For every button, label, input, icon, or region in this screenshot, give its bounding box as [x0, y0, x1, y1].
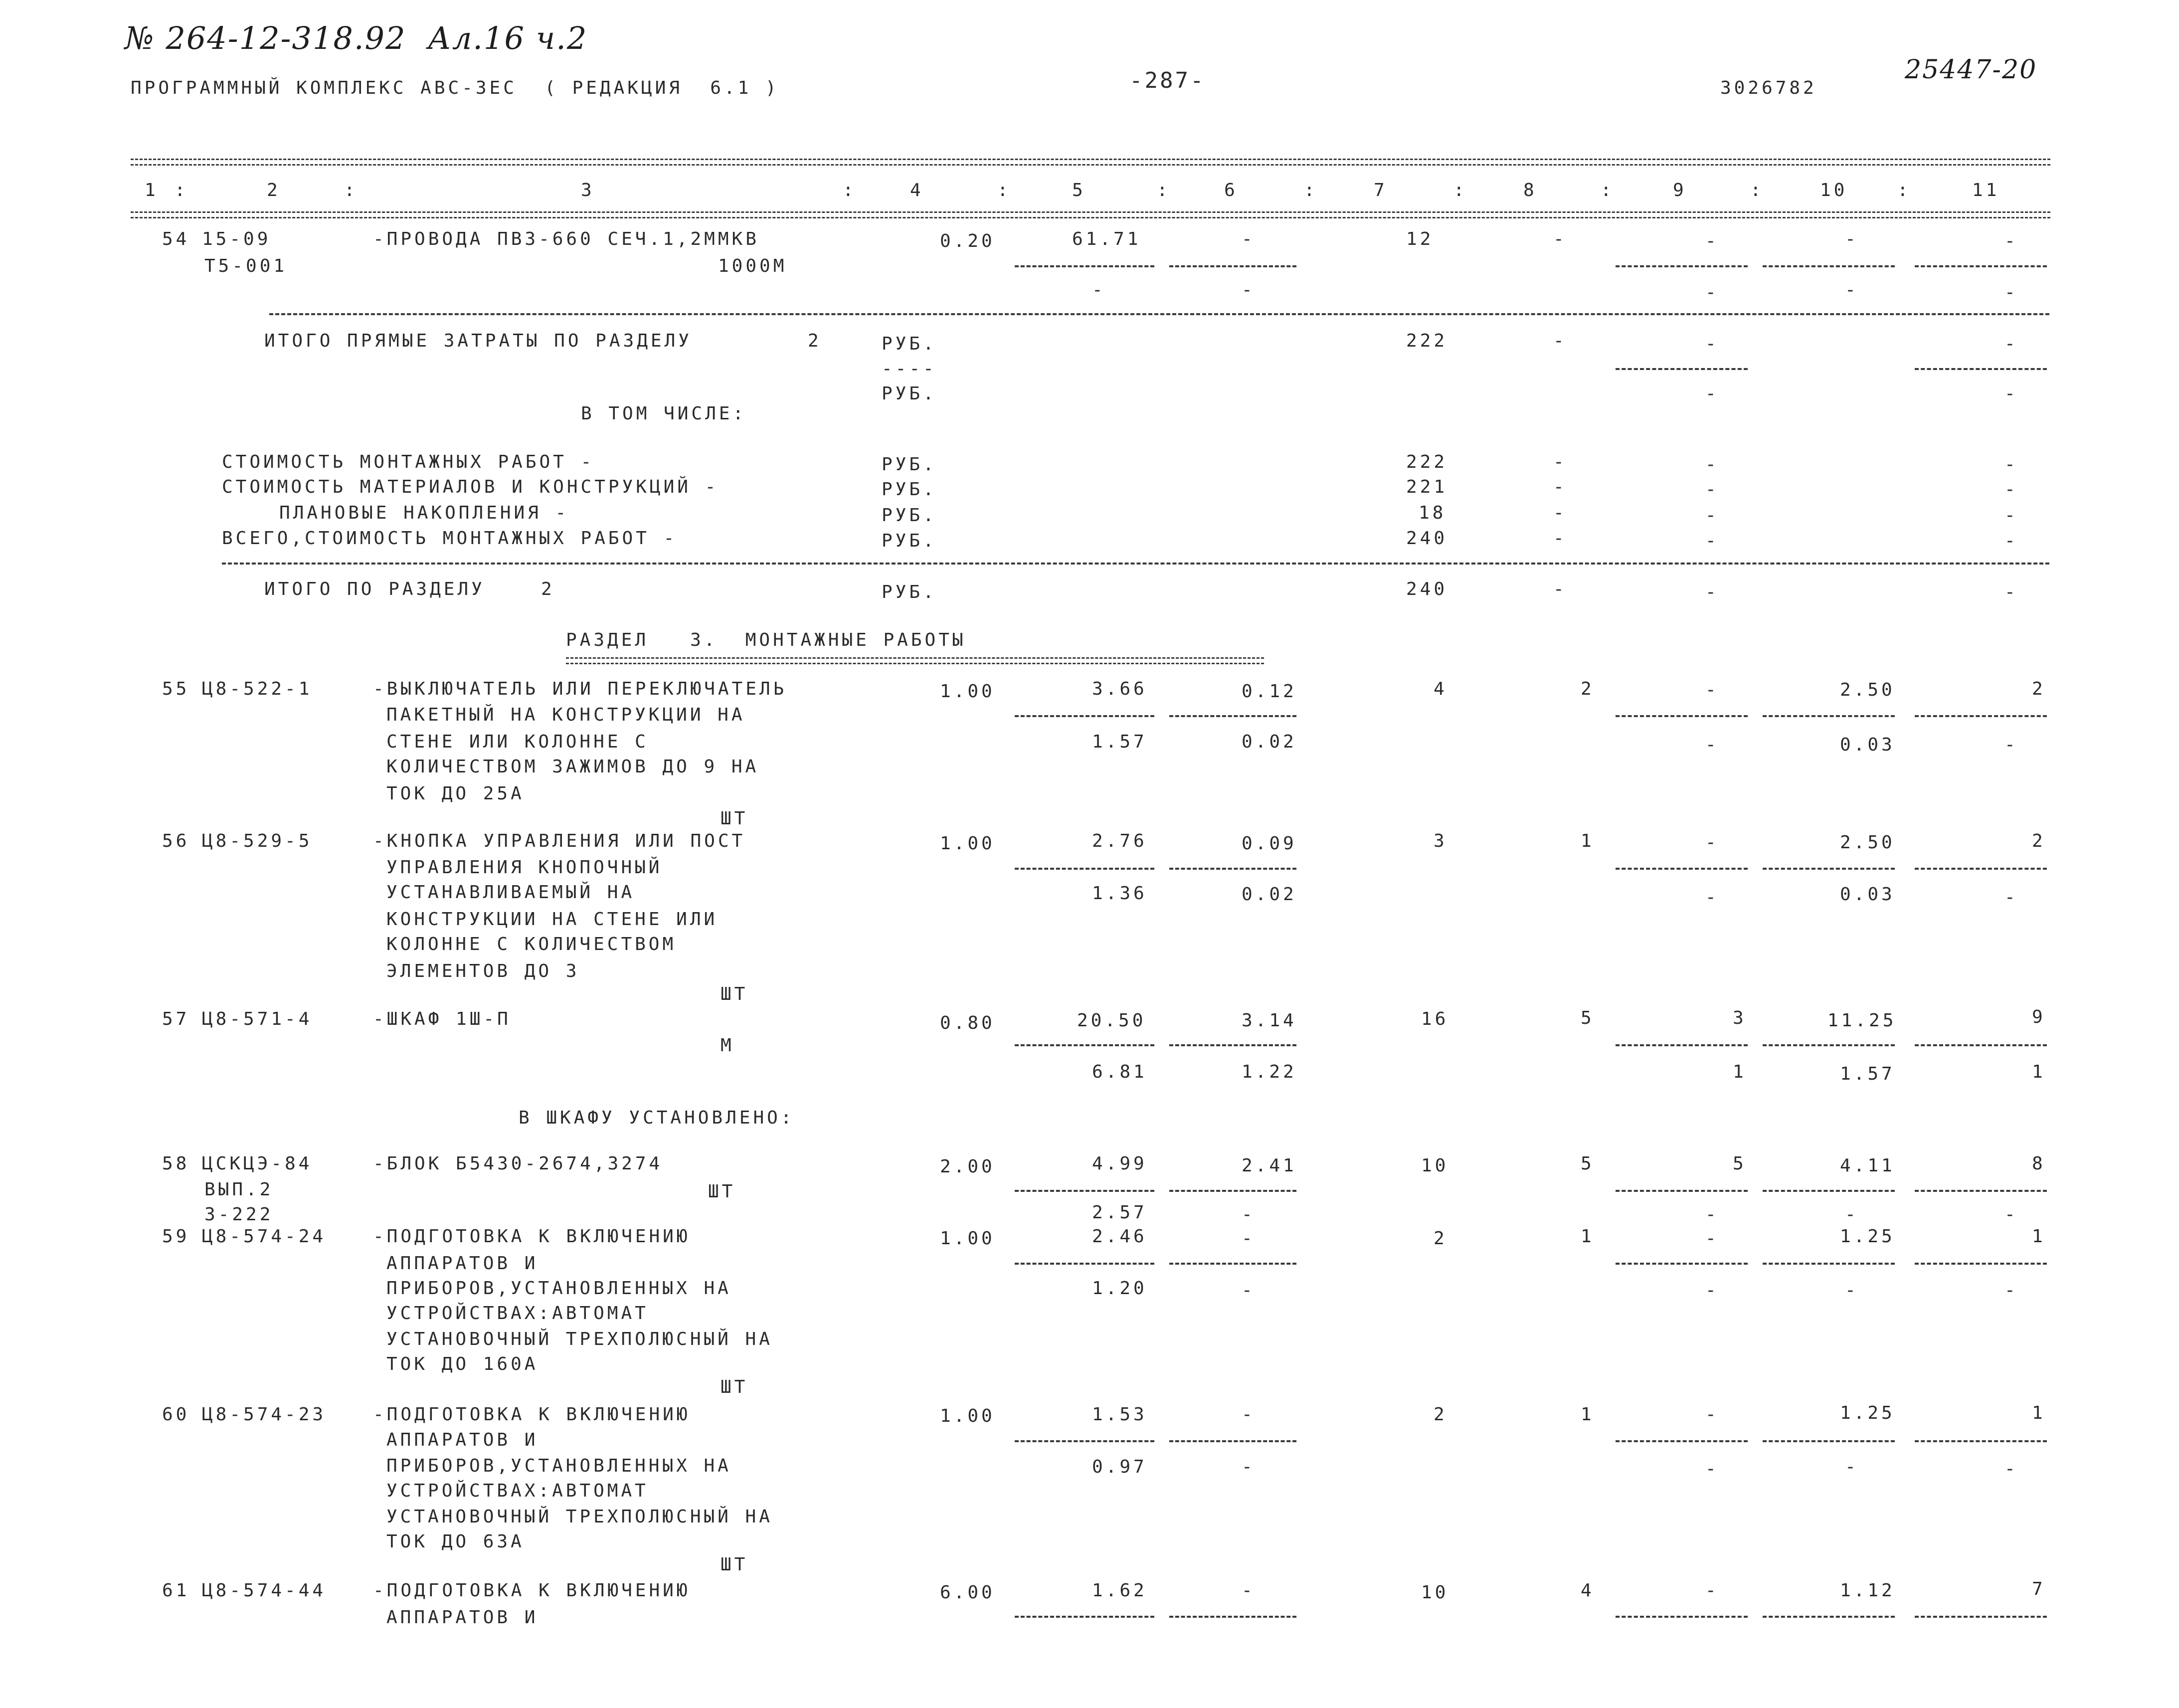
col-header-8: 8 [1523, 180, 1537, 200]
col10-value-lower: 1.57 [1840, 1064, 1895, 1084]
col11-value: 1 [2032, 1403, 2046, 1423]
col6-value: 0.12 [1242, 681, 1297, 702]
section-heading-underline [566, 657, 1264, 664]
quantity: 1.00 [940, 1228, 995, 1249]
col10-value-lower: 0.03 [1840, 735, 1895, 755]
col5-value: 1.62 [1092, 1580, 1147, 1601]
cell-divider [1915, 715, 2047, 717]
col11-value: 8 [2032, 1153, 2046, 1174]
col-sep: : [1453, 180, 1467, 200]
col8-value: - [1553, 452, 1567, 472]
quantity: 2.00 [940, 1156, 995, 1177]
item-description-line: -ПОДГОТОВКА К ВКЛЮЧЕНИЮ [373, 1404, 691, 1425]
col8-value: 5 [1581, 1008, 1595, 1028]
col11-value: 9 [2032, 1007, 2046, 1027]
col-header-2: 2 [267, 180, 281, 200]
col7-value: 10 [1421, 1582, 1449, 1603]
col-header-1: 1 [145, 180, 159, 200]
item-description-line: СТЕНЕ ИЛИ КОЛОННЕ С [386, 732, 649, 752]
col8-value: 4 [1581, 1580, 1595, 1601]
col9-value: 3 [1733, 1008, 1747, 1028]
cell-divider [1763, 1190, 1895, 1192]
col11-value: - [2004, 582, 2018, 602]
cell-divider [1015, 1440, 1154, 1442]
col7-value: 240 [1406, 528, 1448, 549]
rate-code: Ц8-571-4 [202, 1009, 313, 1029]
col5-value-lower: - [1092, 280, 1106, 300]
col11-value-lower: 1 [2032, 1062, 2046, 1082]
currency: РУБ. [882, 582, 937, 602]
currency: РУБ. [882, 383, 937, 404]
col5-value-lower: 2.57 [1092, 1202, 1147, 1223]
cell-divider [1015, 868, 1154, 870]
col11-value-lower: - [2004, 1459, 2018, 1479]
cell-divider [1616, 1440, 1748, 1442]
currency-separator: ---- [882, 359, 937, 379]
col11-value-lower: - [2004, 383, 2018, 404]
cell-divider [1015, 1263, 1154, 1265]
handwritten-doc-number: № 264-12-318.92 Ал.16 ч.2 [125, 20, 588, 56]
col10-value: 4.11 [1840, 1155, 1895, 1176]
col6-value-lower: 0.02 [1242, 732, 1297, 752]
col9-value-lower: 1 [1733, 1062, 1747, 1082]
col7-value: 222 [1406, 331, 1448, 351]
breakdown-label: СТОИМОСТЬ МАТЕРИАЛОВ И КОНСТРУКЦИЙ - [222, 477, 719, 497]
section-number: 2 [808, 331, 822, 351]
col7-value: 221 [1406, 477, 1448, 497]
cell-divider [1915, 368, 2047, 370]
col-sep: : [843, 180, 857, 200]
rate-code-sub: Т5-001 [204, 256, 288, 276]
col-header-6: 6 [1224, 180, 1238, 200]
item-description-line: УПРАВЛЕНИЯ КНОПОЧНЫЙ [386, 857, 663, 878]
col9-value: - [1705, 1580, 1719, 1601]
col9-value: 5 [1733, 1153, 1747, 1174]
cell-divider [1169, 715, 1296, 717]
quantity: 6.00 [940, 1582, 995, 1603]
cell-divider [1915, 1190, 2047, 1192]
col-sep: : [1304, 180, 1318, 200]
item-description-line: ПАКЕТНЫЙ НА КОНСТРУКЦИИ НА [386, 705, 745, 725]
col10-value: - [1845, 229, 1859, 249]
item-description-line: УСТАНОВОЧНЫЙ ТРЕХПОЛЮСНЫЙ НА [386, 1329, 773, 1349]
row-number: 57 [162, 1009, 190, 1029]
unit: М [721, 1035, 734, 1056]
page-number: -287- [1129, 68, 1206, 93]
col6-value: - [1242, 1580, 1256, 1601]
col5-value: 3.66 [1092, 679, 1147, 699]
col5-value-lower: 6.81 [1092, 1062, 1147, 1082]
col10-value: 2.50 [1840, 832, 1895, 853]
col11-value: 1 [2032, 1226, 2046, 1247]
breakdown-label: ВСЕГО,СТОИМОСТЬ МОНТАЖНЫХ РАБОТ - [222, 528, 678, 549]
cell-divider [1015, 1190, 1154, 1192]
currency: РУБ. [882, 531, 937, 551]
col6-value-lower: - [1242, 1280, 1256, 1301]
col-sep: : [1601, 180, 1615, 200]
col11-value: - [2004, 454, 2018, 475]
col7-value: 240 [1406, 579, 1448, 599]
unit: ШТ [721, 984, 748, 1004]
item-description-line: ПРИБОРОВ,УСТАНОВЛЕННЫХ НА [386, 1278, 731, 1299]
quantity: 0.80 [940, 1013, 995, 1033]
rate-code: ЦСКЦЭ-84 [202, 1153, 313, 1174]
col9-value: - [1705, 1228, 1719, 1249]
col11-value: 2 [2032, 831, 2046, 851]
col-header-7: 7 [1374, 180, 1388, 200]
col10-value: 1.25 [1840, 1226, 1895, 1247]
col8-value: - [1553, 229, 1567, 249]
cell-divider [1616, 868, 1748, 870]
quantity: 1.00 [940, 681, 995, 702]
col5-value: 2.76 [1092, 831, 1147, 851]
col9-value: - [1705, 231, 1719, 251]
col7-value: 16 [1421, 1009, 1449, 1029]
col9-value: - [1705, 505, 1719, 526]
col10-value: 11.25 [1827, 1010, 1897, 1031]
item-description: -ПРОВОДА ПВЗ-660 СЕЧ.1,2ММКВ [373, 229, 759, 249]
quantity: 1.00 [940, 1406, 995, 1426]
cell-divider [1616, 1044, 1748, 1046]
col9-value-lower: - [1705, 282, 1719, 303]
col-header-9: 9 [1673, 180, 1687, 200]
section-number: 2 [541, 579, 555, 599]
col7-value: 4 [1434, 679, 1448, 699]
col11-value-lower: - [2004, 735, 2018, 755]
item-description-line: УСТАНАВЛИВАЕМЫЙ НА [386, 882, 635, 903]
col6-value-lower: - [1242, 1204, 1256, 1225]
item-description-line: -ВЫКЛЮЧАТЕЛЬ ИЛИ ПЕРЕКЛЮЧАТЕЛЬ [373, 679, 787, 699]
col-header-3: 3 [581, 180, 595, 200]
col8-value: - [1553, 477, 1567, 497]
col5-value-lower: 1.57 [1092, 732, 1147, 752]
col5-value-lower: 0.97 [1092, 1457, 1147, 1477]
item-description-line: АППАРАТОВ И [386, 1430, 539, 1450]
row-number: 58 [162, 1153, 190, 1174]
cell-divider [1763, 868, 1895, 870]
cell-divider [1763, 1616, 1895, 1618]
unit: 1000М [718, 256, 787, 276]
currency: РУБ. [882, 479, 937, 500]
rate-code: Ц8-529-5 [202, 831, 313, 851]
cell-divider [1169, 1190, 1296, 1192]
col8-value: 1 [1581, 831, 1595, 851]
item-description-line: КОНСТРУКЦИИ НА СТЕНЕ ИЛИ [386, 909, 718, 930]
col7-value: 12 [1406, 229, 1434, 249]
currency: РУБ. [882, 334, 937, 354]
unit: ШТ [708, 1181, 736, 1202]
col6-value: - [1242, 229, 1256, 249]
item-description-line: -ПОДГОТОВКА К ВКЛЮЧЕНИЮ [373, 1580, 691, 1601]
cell-divider [1763, 715, 1895, 717]
quantity: 0.20 [940, 231, 995, 251]
col8-value: 2 [1581, 679, 1595, 699]
item-description-line: ТОК ДО 25А [386, 783, 525, 804]
row-number: 56 [162, 831, 190, 851]
col9-value: - [1705, 832, 1719, 853]
row-number: 61 [162, 1580, 190, 1601]
header-bottom-rule [131, 211, 2050, 218]
item-description-line: -ПОДГОТОВКА К ВКЛЮЧЕНИЮ [373, 1226, 691, 1247]
cell-divider [1015, 1044, 1154, 1046]
cell-divider [1763, 1044, 1895, 1046]
table-top-rule [131, 159, 2050, 166]
col8-value: 1 [1581, 1404, 1595, 1425]
col9-value-lower: - [1705, 1204, 1719, 1225]
row-number: 55 [162, 679, 190, 699]
unit: ШТ [721, 1554, 748, 1575]
col9-value: - [1705, 680, 1719, 700]
col11-value: - [2004, 531, 2018, 551]
cabinet-heading: В ШКАФУ УСТАНОВЛЕНО: [519, 1108, 795, 1128]
breakdown-label: СТОИМОСТЬ МОНТАЖНЫХ РАБОТ - [222, 452, 595, 472]
col11-value: - [2004, 505, 2018, 526]
col11-value-lower: - [2004, 1280, 2018, 1301]
rate-code: Ц8-574-23 [202, 1404, 327, 1425]
col8-value: - [1553, 331, 1567, 351]
col9-value-lower: - [1705, 887, 1719, 908]
item-description-line: -КНОПКА УПРАВЛЕНИЯ ИЛИ ПОСТ [373, 831, 746, 851]
rate-code-sub: 3-222 [204, 1204, 274, 1225]
col11-value: - [2004, 479, 2018, 500]
item-description-line: УСТАНОВОЧНЫЙ ТРЕХПОЛЮСНЫЙ НА [386, 1507, 773, 1527]
cell-divider [1763, 1440, 1895, 1442]
col7-value: 2 [1434, 1404, 1448, 1425]
col8-value: 1 [1581, 1226, 1595, 1247]
cell-divider [1616, 1616, 1748, 1618]
item-description-line: ТОК ДО 160А [386, 1354, 539, 1374]
cell-divider [1616, 265, 1748, 267]
item-description-line: ЭЛЕМЕНТОВ ДО 3 [386, 961, 580, 981]
col6-value: 3.14 [1242, 1010, 1297, 1031]
col-sep: : [344, 180, 358, 200]
cell-divider [1915, 265, 2047, 267]
rate-code: Ц8-574-24 [202, 1226, 327, 1247]
cell-divider [1169, 868, 1296, 870]
col7-value: 3 [1434, 831, 1448, 851]
item-description-line: АППАРАТОВ И [386, 1253, 539, 1274]
col9-value-lower: - [1705, 735, 1719, 755]
section-heading: РАЗДЕЛ 3. МОНТАЖНЫЕ РАБОТЫ [566, 630, 966, 650]
col9-value: - [1705, 334, 1719, 354]
col9-value: - [1705, 1404, 1719, 1425]
quantity: 1.00 [940, 833, 995, 854]
col8-value: - [1553, 579, 1567, 599]
row-number: 60 [162, 1404, 190, 1425]
col6-value-lower: - [1242, 1457, 1256, 1477]
col10-value-lower: 0.03 [1840, 884, 1895, 905]
cell-divider [1616, 368, 1748, 370]
row-number: 54 [162, 229, 190, 249]
col10-value-lower: - [1845, 280, 1859, 300]
col6-value: 0.09 [1242, 833, 1297, 854]
col6-value-lower: - [1242, 280, 1256, 300]
col7-value: 10 [1421, 1155, 1449, 1176]
col-header-11: 11 [1972, 180, 2000, 200]
col10-value: 1.25 [1840, 1403, 1895, 1423]
col5-value: 4.99 [1092, 1153, 1147, 1174]
program-title: ПРОГРАММНЫЙ КОМПЛЕКС АВС-3ЕС ( РЕДАКЦИЯ 6.1 ) [131, 78, 779, 98]
col8-value: - [1553, 528, 1567, 549]
col6-value: - [1242, 1228, 1256, 1249]
currency: РУБ. [882, 454, 937, 475]
cell-divider [1915, 1044, 2047, 1046]
col9-value: - [1705, 454, 1719, 475]
col-sep: : [997, 180, 1011, 200]
row-number: 59 [162, 1226, 190, 1247]
col11-value-lower: - [2004, 282, 2018, 303]
col11-value: 7 [2032, 1579, 2046, 1599]
cell-divider [1169, 1263, 1296, 1265]
col9-value-lower: - [1705, 383, 1719, 404]
cell-divider [1015, 1616, 1154, 1618]
cell-divider [1169, 265, 1296, 267]
col7-value: 2 [1434, 1228, 1448, 1249]
including-heading: В ТОМ ЧИСЛЕ: [581, 403, 747, 424]
col6-value-lower: 0.02 [1242, 884, 1297, 905]
rate-code: 15-09 [202, 229, 271, 249]
item-description-line: УСТРОЙСТВАХ:АВТОМАТ [386, 1481, 649, 1501]
col11-value: 2 [2032, 679, 2046, 699]
col-header-5: 5 [1072, 180, 1086, 200]
col11-value-lower: - [2004, 1204, 2018, 1225]
item-description-line: ТОК ДО 63А [386, 1531, 525, 1552]
col-sep: : [175, 180, 188, 200]
cell-divider [1915, 1263, 2047, 1265]
col5-value: 61.71 [1072, 229, 1141, 249]
col-sep: : [1157, 180, 1171, 200]
document-code: 3026782 [1720, 78, 1817, 98]
rate-code-sub: ВЫП.2 [204, 1179, 274, 1200]
col8-value: 5 [1581, 1153, 1595, 1174]
col9-value: - [1705, 582, 1719, 602]
cell-divider [1915, 868, 2047, 870]
col5-value: 1.53 [1092, 1404, 1147, 1425]
handwritten-register-number: 25447-20 [1905, 55, 2037, 85]
item-description-line: КОЛОННЕ С КОЛИЧЕСТВОМ [386, 934, 677, 954]
col9-value: - [1705, 479, 1719, 500]
col-header-4: 4 [910, 180, 924, 200]
unit: ШТ [721, 1377, 748, 1397]
col10-value-lower: - [1845, 1204, 1859, 1225]
rate-code: Ц8-574-44 [202, 1580, 327, 1601]
col-sep: : [1897, 180, 1911, 200]
col10-value-lower: - [1845, 1457, 1859, 1477]
cell-divider [1169, 1440, 1296, 1442]
cell-divider [1015, 715, 1154, 717]
cell-divider [1763, 265, 1895, 267]
col5-value: 20.50 [1077, 1010, 1146, 1031]
col6-value-lower: 1.22 [1242, 1062, 1297, 1082]
item-description-line: -ШКАФ 1Ш-П [373, 1009, 511, 1029]
cell-divider [1915, 1616, 2047, 1618]
col5-value: 2.46 [1092, 1226, 1147, 1247]
col11-value-lower: - [2004, 887, 2018, 908]
cell-divider [1616, 715, 1748, 717]
item-description-line: АППАРАТОВ И [386, 1607, 539, 1628]
col10-value-lower: - [1845, 1280, 1859, 1301]
col9-value-lower: - [1705, 1459, 1719, 1479]
col9-value: - [1705, 531, 1719, 551]
col-sep: : [1750, 180, 1764, 200]
col-header-10: 10 [1820, 180, 1848, 200]
item-description-line: -БЛОК Б5430-2674,3274 [373, 1153, 663, 1174]
col10-value: 1.12 [1840, 1580, 1895, 1601]
cell-divider [1915, 1440, 2047, 1442]
col11-value: - [2004, 334, 2018, 354]
cell-divider [1616, 1263, 1748, 1265]
currency: РУБ. [882, 505, 937, 526]
col10-value: 2.50 [1840, 680, 1895, 700]
item-description-line: УСТРОЙСТВАХ:АВТОМАТ [386, 1303, 649, 1324]
col5-value-lower: 1.20 [1092, 1278, 1147, 1299]
col6-value: - [1242, 1404, 1256, 1425]
col11-value: - [2004, 231, 2018, 251]
row-divider [222, 563, 2049, 565]
col6-value: 2.41 [1242, 1155, 1297, 1176]
cell-divider [1763, 1263, 1895, 1265]
item-description-line: ПРИБОРОВ,УСТАНОВЛЕННЫХ НА [386, 1456, 731, 1476]
breakdown-label: ПЛАНОВЫЕ НАКОПЛЕНИЯ - [279, 503, 569, 523]
summary-title: ИТОГО ПРЯМЫЕ ЗАТРАТЫ ПО РАЗДЕЛУ [264, 331, 692, 351]
cell-divider [1616, 1190, 1748, 1192]
row-divider [269, 313, 2049, 315]
cell-divider [1169, 1044, 1296, 1046]
cell-divider [1169, 1616, 1296, 1618]
item-description-line: КОЛИЧЕСТВОМ ЗАЖИМОВ ДО 9 НА [386, 757, 759, 777]
col5-value-lower: 1.36 [1092, 883, 1147, 904]
summary-title: ИТОГО ПО РАЗДЕЛУ [264, 579, 485, 599]
unit: ШТ [721, 808, 748, 829]
col7-value: 18 [1419, 503, 1447, 523]
col7-value: 222 [1406, 452, 1448, 472]
rate-code: Ц8-522-1 [202, 679, 313, 699]
col9-value-lower: - [1705, 1280, 1719, 1301]
col8-value: - [1553, 503, 1567, 523]
cell-divider [1015, 265, 1154, 267]
